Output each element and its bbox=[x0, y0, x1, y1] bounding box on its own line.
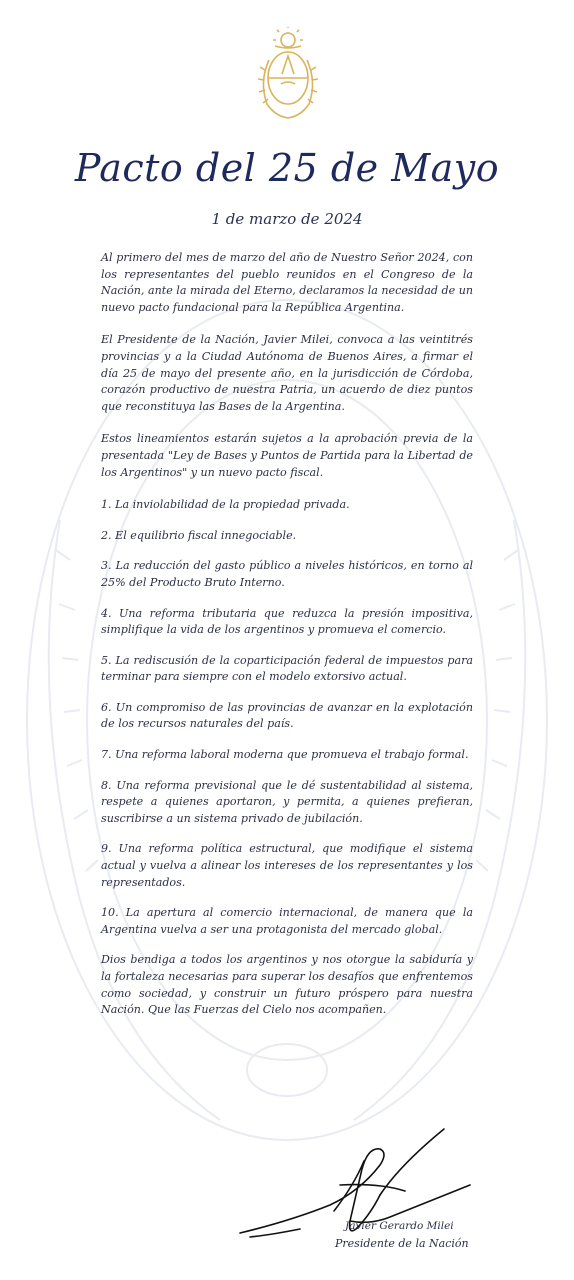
point-item: 3. La reducción del gasto público a niveles históricos, en torno al 25% del Producto Bruto Interno. bbox=[101, 559, 473, 589]
point-item: 9. Una reforma política estructural, que modifique el sistema actual y vuelva a alinear los intereses de los representantes y los representados. bbox=[101, 842, 473, 889]
point-item: 7. Una reforma laboral moderna que promueva el trabajo formal. bbox=[101, 748, 469, 762]
document-title: Pacto del 25 de Mayo bbox=[74, 146, 500, 190]
closing-paragraph: Dios bendiga a todos los argentinos y nos otorgue la sabiduría y la fortaleza necesarias para superar los desafíos que enfrentemos como sociedad, y construir un futuro próspero para nuestra Nación. Que las Fuerzas del Cielo nos acompañen. bbox=[101, 953, 473, 1017]
document-date: 1 de marzo de 2024 bbox=[211, 210, 363, 228]
point-item: 8. Una reforma previsional que le dé sustentabilidad al sistema, respete a quienes aportaron, y permita, a quienes prefieran, suscribirse a un sistema privado de jubilación. bbox=[101, 778, 473, 825]
paragraph: El Presidente de la Nación, Javier Milei, convoca a las veintitrés provincias y a la Ciudad Autónoma de Buenos Aires, a firmar el día 25 de mayo del presente año, en la jurisdicción de Córdoba, corazón productivo de nuestra Patria, un acuerdo de diez puntos que reconstituya las Bases de la Argentina. bbox=[101, 333, 473, 413]
point-item: 1. La inviolabilidad de la propiedad privada. bbox=[101, 498, 350, 512]
point-item: 10. La apertura al comercio internacional, de manera que la Argentina vuelva a ser una protagonista del mercado global. bbox=[101, 906, 473, 936]
point-item: 2. El equilibrio fiscal innegociable. bbox=[101, 528, 297, 542]
paragraph: Al primero del mes de marzo del año de Nuestro Señor 2024, con los representantes del pueblo reunidos en el Congreso de la Nación, ante la mirada del Eterno, declaramos la necesidad de un nuevo pacto fundacional para la República Argentina. bbox=[101, 251, 473, 314]
point-item: 6. Un compromiso de las provincias de avanzar en la explotación de los recursos naturales del país. bbox=[101, 700, 473, 731]
document-body bbox=[101, 250, 473, 1035]
signature-role: Presidente de la Nación bbox=[335, 1237, 469, 1250]
point-item: 4. Una reforma tributaria que reduzca la presión impositiva, simplifique la vida de los argentinos y promueva el comercio. bbox=[101, 606, 473, 637]
signature-name: Javier Gerardo Milei bbox=[345, 1220, 454, 1232]
coat-of-arms-icon bbox=[255, 26, 321, 122]
point-item: 5. La rediscusión de la coparticipación federal de impuestos para terminar para siempre con el modelo extorsivo actual. bbox=[101, 653, 473, 684]
paragraph: Estos lineamientos estarán sujetos a la aprobación previa de la presentada "Ley de Bases y Puntos de Partida para la Libertad de los Argentinos" y un nuevo pacto fiscal. bbox=[101, 432, 473, 479]
